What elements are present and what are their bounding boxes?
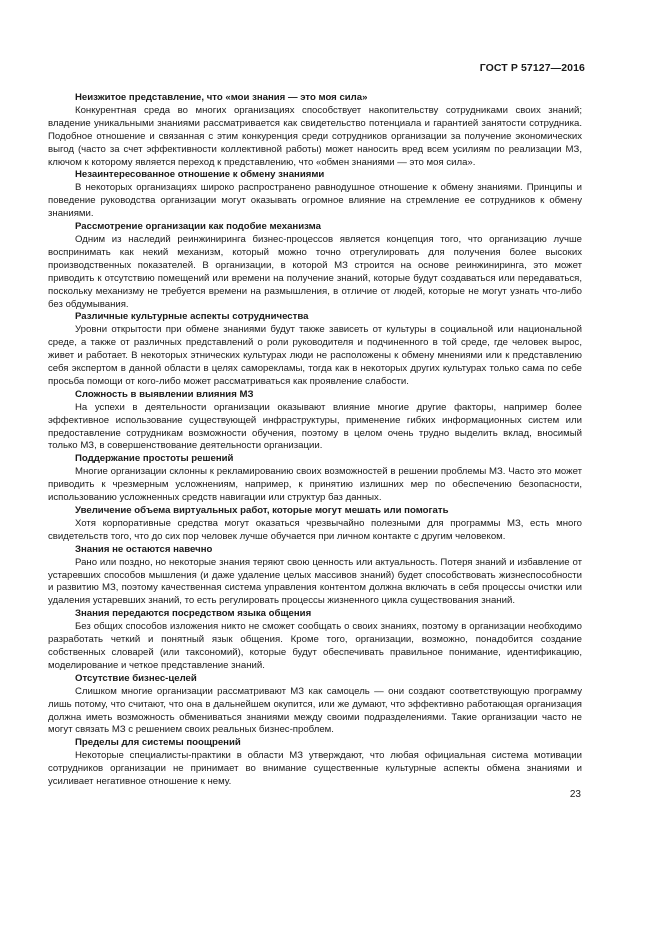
section-paragraph: Многие организации склонны к рекламированию своих возможностей в решении проблемы МЗ. Часто это может приводить к чрезмерным усложнениям, например, к принятию излишних мер по обеспечению безопасности, использованию усложненных средств навигации или структур баз данных. [48,466,582,504]
section-heading: Сложность в выявлении влияния МЗ [75,388,254,400]
section-heading: Различные культурные аспекты сотрудничества [75,311,309,323]
section-paragraph: Конкурентная среда во многих организациях способствует накопительству сотрудниками своих знаний; владение уникальными знаниями рассматривается как свидетельство потенциала и гарантией занятости сотрудника. Подобное отношение и связанная с этим конкуренция среди сотрудников организации за получение экономических выгод (часто за счет эффективности коллективной работы) может наносить вред всем усилиям по реализации МЗ, ключом к которому является переход к представлению, что «обмен знаниями — это моя сила». [48,104,582,168]
section-heading: Отсутствие бизнес-целей [75,672,197,684]
section-heading: Знания не остаются навечно [75,543,213,555]
section-heading: Рассмотрение организации как подобие механизма [75,221,321,233]
section-paragraph: На успехи в деятельности организации оказывают влияние многие другие факторы, например более эффективное использование существующей инфраструктуры, применение гибких информационных систем или предоставление сотрудникам возможности обучения, поэтому в целом очень трудно выделить вклад, вносимый только МЗ, в совершенствование деятельности организации. [48,401,582,452]
section-heading: Поддержание простоты решений [75,453,234,465]
section-paragraph: Одним из наследий реинжиниринга бизнес-процессов является концепция того, что организацию лучше воспринимать как некий механизм, который можно точно отрегулировать для получения более высоких производственных показателей. В организации, в которой МЗ строится на основе реинжиниринга, это может приводить к отсутствию помещений или времени на получение знаний, которые будут создаваться или передаваться, поскольку механизму не требуется времени на размышления, в отличие от людей, которые не могут узнать что-либо без обдумывания. [48,233,582,310]
section-paragraph: В некоторых организациях широко распространено равнодушное отношение к обмену знаниями. Принципы и поведение руководства организации могут оказывать огромное влияние на стремление ее сотрудников к обмену знаниями. [48,182,582,220]
section-paragraph: Некоторые специалисты-практики в области МЗ утверждают, что любая официальная система мотивации сотрудников организации не принимает во внимание существенные культурные аспекты обмена знаниями и усиливает негативное отношение к нему. [48,750,582,788]
section-heading: Увеличение объема виртуальных работ, которые могут мешать или помогать [75,505,449,516]
document-body [48,92,582,789]
section-paragraph: Рано или поздно, но некоторые знания теряют свою ценность или актуальность. Потеря знаний и избавление от устаревших способов мышления (и даже удаление целых массивов знаний) будет способствовать жизнеспособности и развитию МЗ, поэтому качественная система управления контентом должна включать в себя процессы очистки или удаления устаревших знаний, то есть регулировать процессы жизненного цикла существования знаний. [48,556,582,607]
page-number: 23 [569,789,581,800]
standard-designation: ГОСТ Р 57127—2016 [479,62,585,74]
section-paragraph: Слишком многие организации рассматривают МЗ как самоцель — они создают соответствующую программу лишь потому, что считают, что она в дальнейшем окупится, или же думают, что эффективно работающая организация должна иметь возможность обмениваться знаниями между своими подразделениями. Такие организации часто не могут связать МЗ с решением своих реальных бизнес-проблем. [48,685,582,736]
section-heading: Знания передаются посредством языка общения [75,608,312,620]
section-heading: Незаинтересованное отношение к обмену знаниями [75,169,325,181]
section-paragraph: Без общих способов изложения никто не сможет сообщать о своих знаниях, поэтому в организации необходимо разработать четкий и понятный язык общения. Кроме того, организации, возможно, понадобится создание собственных словарей (или таксономий), которые будут обеспечивать правильное понимание, идентификацию, моделирование и четкое представление знаний. [48,621,582,671]
section-paragraph: Уровни открытости при обмене знаниями будут также зависеть от культуры в социальной или национальной среде, а также от различных представлений о роли руководителя и подчиненного в той среде, где человек вырос, живет и работает. В некоторых этнических культурах люди не расположены к обмену мнениями или к представлению себя экспертом в данной области в целях саморекламы, тогда как в некоторых других культурах только сама по себе просьба помощи от кого-либо может рассматриваться как проявление слабости. [48,324,582,387]
section-paragraph: Хотя корпоративные средства могут оказаться чрезвычайно полезными для программы МЗ, есть много свидетельств того, что до сих пор человек лучше обучается при личном контакте с другим человеком. [48,517,582,542]
section-heading: Неизжитое представление, что «мои знания — это моя сила» [75,92,368,103]
section-heading: Пределы для системы поощрений [75,737,241,749]
